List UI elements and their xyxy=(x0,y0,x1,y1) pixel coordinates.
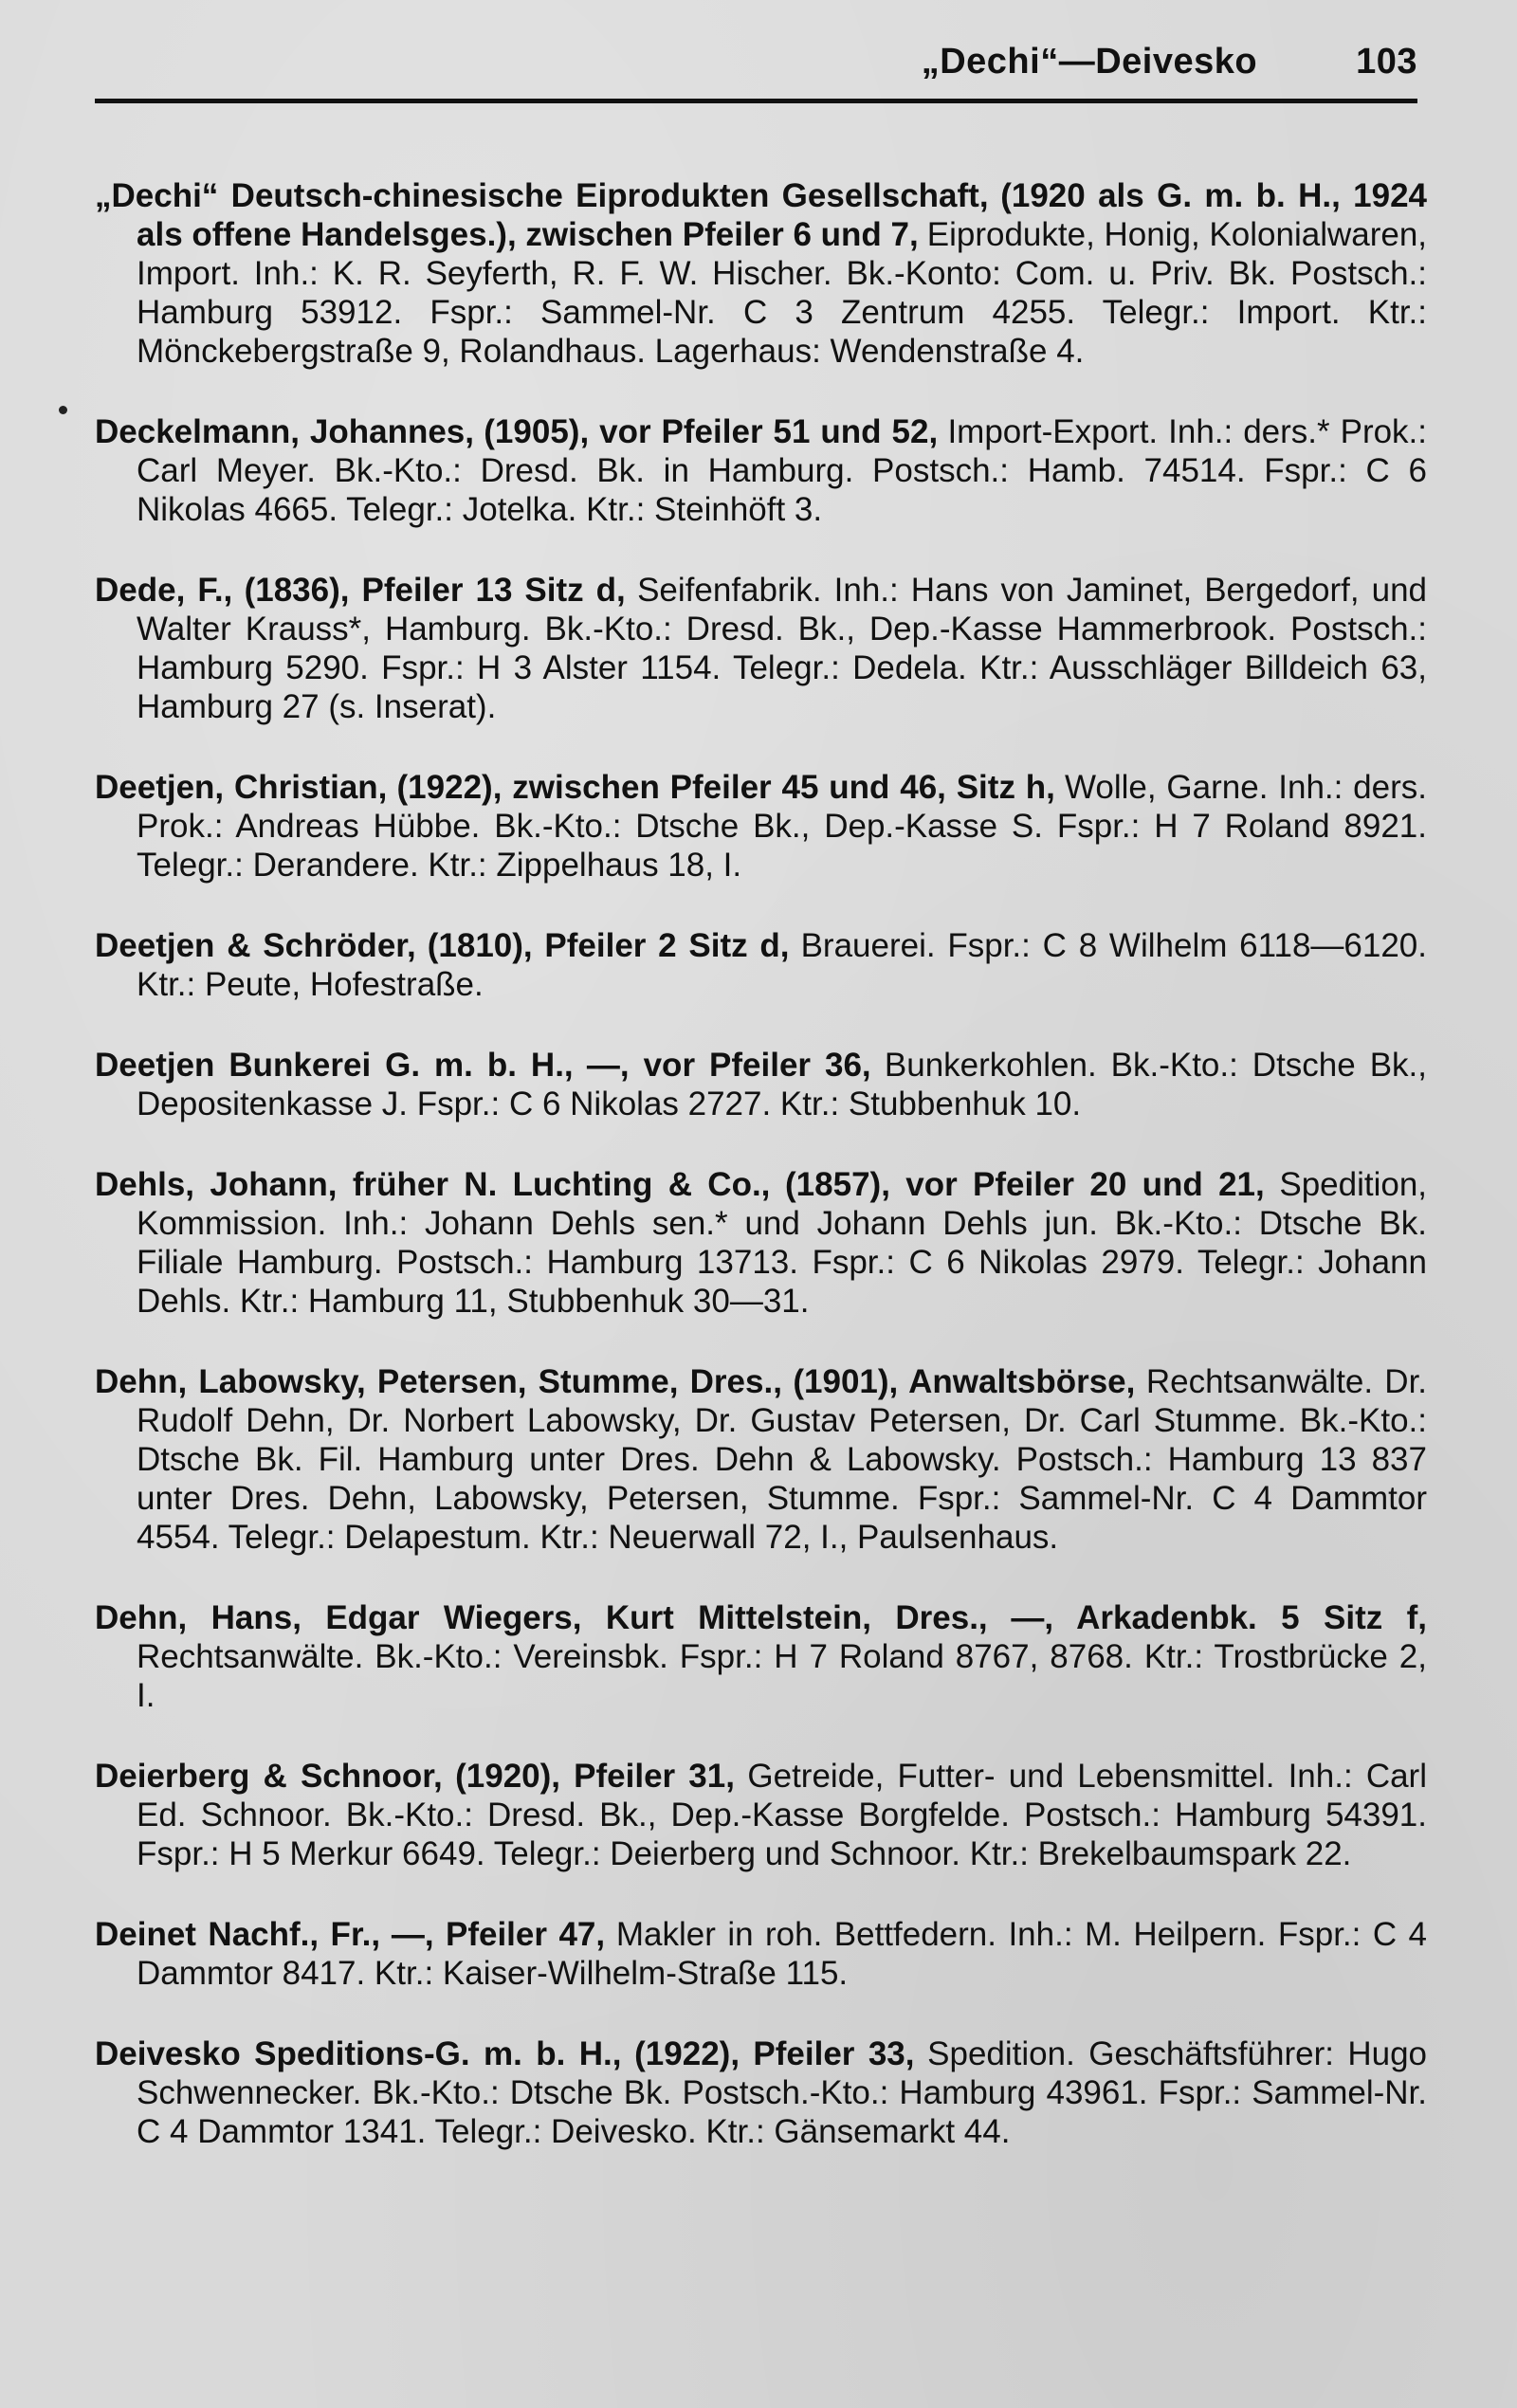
entry-details: Rechtsanwälte. Dr. Rudolf Dehn, Dr. Norbert Labowsky, Dr. Gustav Petersen, Dr. Carl Stumme. Bk.-Kto.: Dtsche Bk. Fil. Hamburg unter Dres. Dehn & Labowsky. Postsch.: Hamburg 13 837 unter Dres. Dehn, Labowsky, Petersen, Stumme. Fspr.: Sammel-Nr. C 4 Dammtor 4554. Telegr.: Delapestum. Ktr.: Neuerwall 72, I., Paulsenhaus. xyxy=(137,1363,1428,1556)
entry-info: (1901), Anwaltsbörse, xyxy=(793,1363,1136,1400)
entry-details: Brauerei. Fspr.: C 8 Wilhelm 6118—6120. Ktr.: Peute, Hofestraße. xyxy=(137,927,1427,1003)
entry-name: Deivesko Speditions-G. m. b. H., xyxy=(95,2035,622,2072)
entry-details: Import-Export. Inh.: ders.* Prok.: Carl Meyer. Bk.-Kto.: Dresd. Bk. in Hamburg. Postsch.: Hamb. 74514. Fspr.: C 6 Nikolas 4665. Telegr.: Jotelka. Ktr.: Steinhöft 3. xyxy=(137,413,1428,528)
entry-name: Deetjen Bunkerei G. m. b. H., xyxy=(95,1047,574,1084)
entry-name: Dehn, Labowsky, Petersen, Stumme, Dres., xyxy=(95,1363,782,1400)
entry-details: Bunkerkohlen. Bk.-Kto.: Dtsche Bk., Depositenkasse J. Fspr.: C 6 Nikolas 2727. Ktr.: Stubbenhuk 10. xyxy=(137,1047,1427,1122)
entry-details: Getreide, Futter- und Lebensmittel. Inh.: Carl Ed. Schnoor. Bk.-Kto.: Dresd. Bk., Dep.-Kasse Borgfelde. Postsch.: Hamburg 54391. Fspr.: H 5 Merkur 6649. Telegr.: Deierberg und Schnoor. Ktr.: Brekelbaumspark 22. xyxy=(137,1758,1427,1872)
directory-entry xyxy=(95,1915,1427,1993)
entry-details: Spedition. Geschäftsführer: Hugo Schwennecker. Bk.-Kto.: Dtsche Bk. Postsch.-Kto.: Hamburg 43961. Fspr.: Sammel-Nr. C 4 Dammtor 1341. Telegr.: Deivesko. Ktr.: Gänsemarkt 44. xyxy=(137,2035,1428,2150)
entry-info: (1920), Pfeiler 31, xyxy=(455,1758,735,1795)
entry-info: (1836), Pfeiler 13 Sitz d, xyxy=(244,572,626,609)
entry-name: Dehls, Johann, früher N. Luchting & Co., xyxy=(95,1166,771,1203)
entry-info: —, vor Pfeiler 36, xyxy=(586,1047,871,1084)
entry-details: Eiprodukte, Honig, Kolonialwaren, Import. Inh.: K. R. Seyferth, R. F. W. Hischer. Bk.-Konto: Com. u. Priv. Bk. Postsch.: Hamburg 53912. Fspr.: Sammel-Nr. C 3 Zentrum 4255. Telegr.: Import. Ktr.: Mönckebergstraße 9, Rolandhaus. Lagerhaus: Wendenstraße 4. xyxy=(137,216,1428,370)
page-number: 103 xyxy=(1356,42,1417,82)
entry-info: —, Arkadenbk. 5 Sitz f, xyxy=(1011,1599,1428,1636)
entry-info: —, Pfeiler 47, xyxy=(391,1916,606,1953)
entry-name: Deckelmann, Johannes, xyxy=(95,413,475,450)
entry-info: (1922), Pfeiler 33, xyxy=(634,2035,915,2072)
directory-entry xyxy=(95,176,1427,371)
directory-entry xyxy=(95,1598,1427,1715)
entry-name: Deierberg & Schnoor, xyxy=(95,1758,443,1795)
directory-entry xyxy=(95,412,1427,529)
directory-entry xyxy=(95,2034,1427,2151)
running-head-title: „Dechi“—Deivesko xyxy=(921,42,1258,82)
entry-info: (1905), vor Pfeiler 51 und 52, xyxy=(484,413,939,450)
entry-name: „Dechi“ Deutsch-chinesische Eiprodukten Gesellschaft, xyxy=(95,177,989,214)
entry-details: Makler in roh. Bettfedern. Inh.: M. Heilpern. Fspr.: C 4 Dammtor 8417. Ktr.: Kaiser-Wilhelm-Straße 115. xyxy=(137,1916,1428,1992)
directory-entry xyxy=(95,1362,1427,1557)
directory-entry xyxy=(95,768,1427,885)
entry-details: Seifenfabrik. Inh.: Hans von Jaminet, Bergedorf, und Walter Krauss*, Hamburg. Bk.-Kto.: Dresd. Bk., Dep.-Kasse Hammerbrook. Postsch.: Hamburg 5290. Fspr.: H 3 Alster 1154. Telegr.: Dedela. Ktr.: Ausschläger Billdeich 63, Hamburg 27 (s. Inserat). xyxy=(137,572,1428,725)
entry-info: (1857), vor Pfeiler 20 und 21, xyxy=(785,1166,1265,1203)
entry-name: Dehn, Hans, Edgar Wiegers, Kurt Mittelstein, Dres., xyxy=(95,1599,988,1636)
entry-details: Spedition, Kommission. Inh.: Johann Dehls sen.* und Johann Dehls jun. Bk.-Kto.: Dtsche Bk. Filiale Hamburg. Postsch.: Hamburg 13713. Fspr.: C 6 Nikolas 2979. Telegr.: Johann Dehls. Ktr.: Hamburg 11, Stubbenhuk 30—31. xyxy=(137,1166,1428,1320)
entry-details: Wolle, Garne. Inh.: ders. Prok.: Andreas Hübbe. Bk.-Kto.: Dtsche Bk., Dep.-Kasse S. Fspr.: H 7 Roland 8921. Telegr.: Derandere. Ktr.: Zippelhaus 18, I. xyxy=(137,769,1427,884)
entry-details: Rechtsanwälte. Bk.-Kto.: Vereinsbk. Fspr.: H 7 Roland 8767, 8768. Ktr.: Trostbrücke 2, I. xyxy=(137,1638,1427,1714)
running-head xyxy=(95,42,1417,99)
entry-name: Deinet Nachf., Fr., xyxy=(95,1916,381,1953)
directory-entry xyxy=(95,926,1427,1004)
entry-name: Dede, F., xyxy=(95,572,233,609)
entry-info: (1920 als G. m. b. H., 1924 als offene Handelsges.), zwischen Pfeiler 6 und 7, xyxy=(137,177,1428,253)
directory-entry xyxy=(95,571,1427,726)
directory-entry xyxy=(95,1046,1427,1123)
directory-entry xyxy=(95,1757,1427,1873)
entry-name: Deetjen & Schröder, xyxy=(95,927,416,964)
entry-list xyxy=(95,142,1427,2193)
margin-dot xyxy=(59,406,67,414)
header-rule xyxy=(95,99,1417,103)
entry-name: Deetjen, Christian, xyxy=(95,769,388,806)
entry-info: (1922), zwischen Pfeiler 45 und 46, Sitz h, xyxy=(396,769,1055,806)
entry-info: (1810), Pfeiler 2 Sitz d, xyxy=(427,927,790,964)
directory-entry xyxy=(95,1165,1427,1321)
